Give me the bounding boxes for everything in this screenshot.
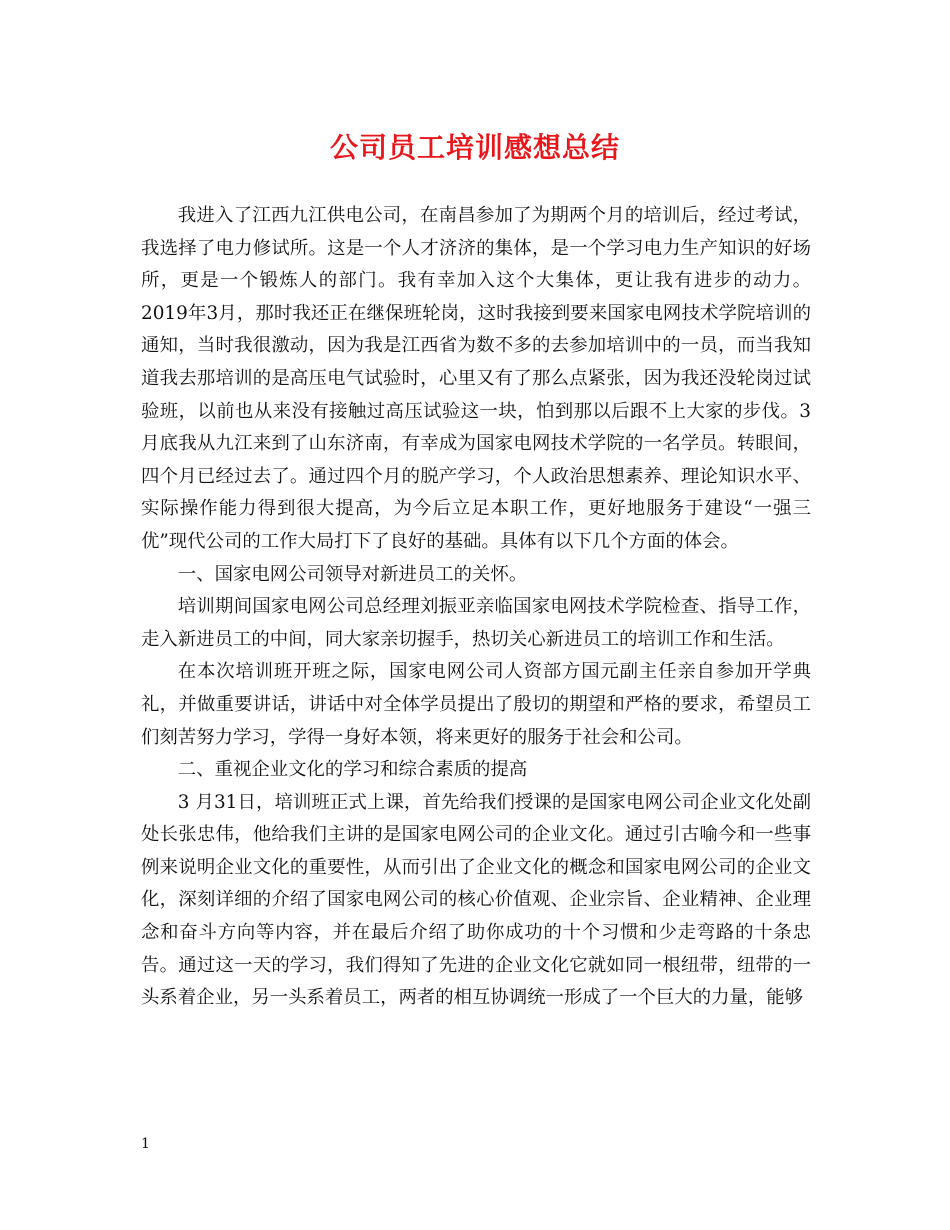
paragraph-leader-visit: 培训期间国家电网公司总经理刘振亚亲临国家电网技术学院检查、指导工作，走入新进员工的中间，同大家亲切握手，热切关心新进员工的培训工作和生活。 (141, 596, 811, 650)
page-number: 1 (141, 1136, 150, 1152)
section-heading-1: 一、国家电网公司领导对新进员工的关怀。 (177, 563, 528, 585)
document-title: 公司员工培训感想总结 (329, 131, 620, 164)
document-body (141, 200, 811, 1015)
section-heading-2: 二、重视企业文化的学习和综合素质的提高 (177, 759, 528, 781)
paragraph-opening-ceremony: 在本次培训班开班之际，国家电网公司人资部方国元副主任亲自参加开学典礼，并做重要讲话，讲话中对全体学员提出了殷切的期望和严格的要求，希望员工们刻苦努力学习，学得一身好本领，将来更好的服务于社会和公司。 (141, 661, 811, 748)
paragraph-corporate-culture: 3 月31日，培训班正式上课，首先给我们授课的是国家电网公司企业文化处副处长张忠伟，他给我们主讲的是国家电网公司的企业文化。通过引古喻今和一些事例来说明企业文化的重要性，从而引出了企业文化的概念和国家电网公司的企业文化，深刻详细的介绍了国家电网公司的核心价值观、企业宗旨、企业精神、企业理念和奋斗方向等内容，并在最后介绍了助你成功的十个习惯和少走弯路的十条忠告。通过这一天的学习，我们得知了先进的企业文化它就如同一根纽带，纽带的一头系着企业，另一头系着员工，两者的相互协调统一形成了一个巨大的力量，能够 (141, 791, 811, 1009)
paragraph-intro: 我进入了江西九江供电公司，在南昌参加了为期两个月的培训后，经过考试，我选择了电力修试所。这是一个人才济济的集体，是一个学习电力生产知识的好场所，更是一个锻炼人的部门。我有幸加入这个大集体，更让我有进步的动力。2019年3月，那时我还正在继保班轮岗，这时我接到要来国家电网技术学院培训的通知，当时我很激动，因为我是江西省为数不多的去参加培训中的一员，而当我知道我去那培训的是高压电气试验时，心里又有了那么点紧张，因为我还没轮岗过试验班，以前也从来没有接触过高压试验这一块，怕到那以后跟不上大家的步伐。3月底我从九江来到了山东济南，有幸成为国家电网技术学院的一名学员。转眼间，四个月已经过去了。通过四个月的脱产学习，个人政治思想素养、理论知识水平、实际操作能力得到很大提高，为今后立足本职工作，更好地服务于建设“一强三优”现代公司的工作大局打下了良好的基础。具体有以下几个方面的体会。 (141, 205, 811, 552)
